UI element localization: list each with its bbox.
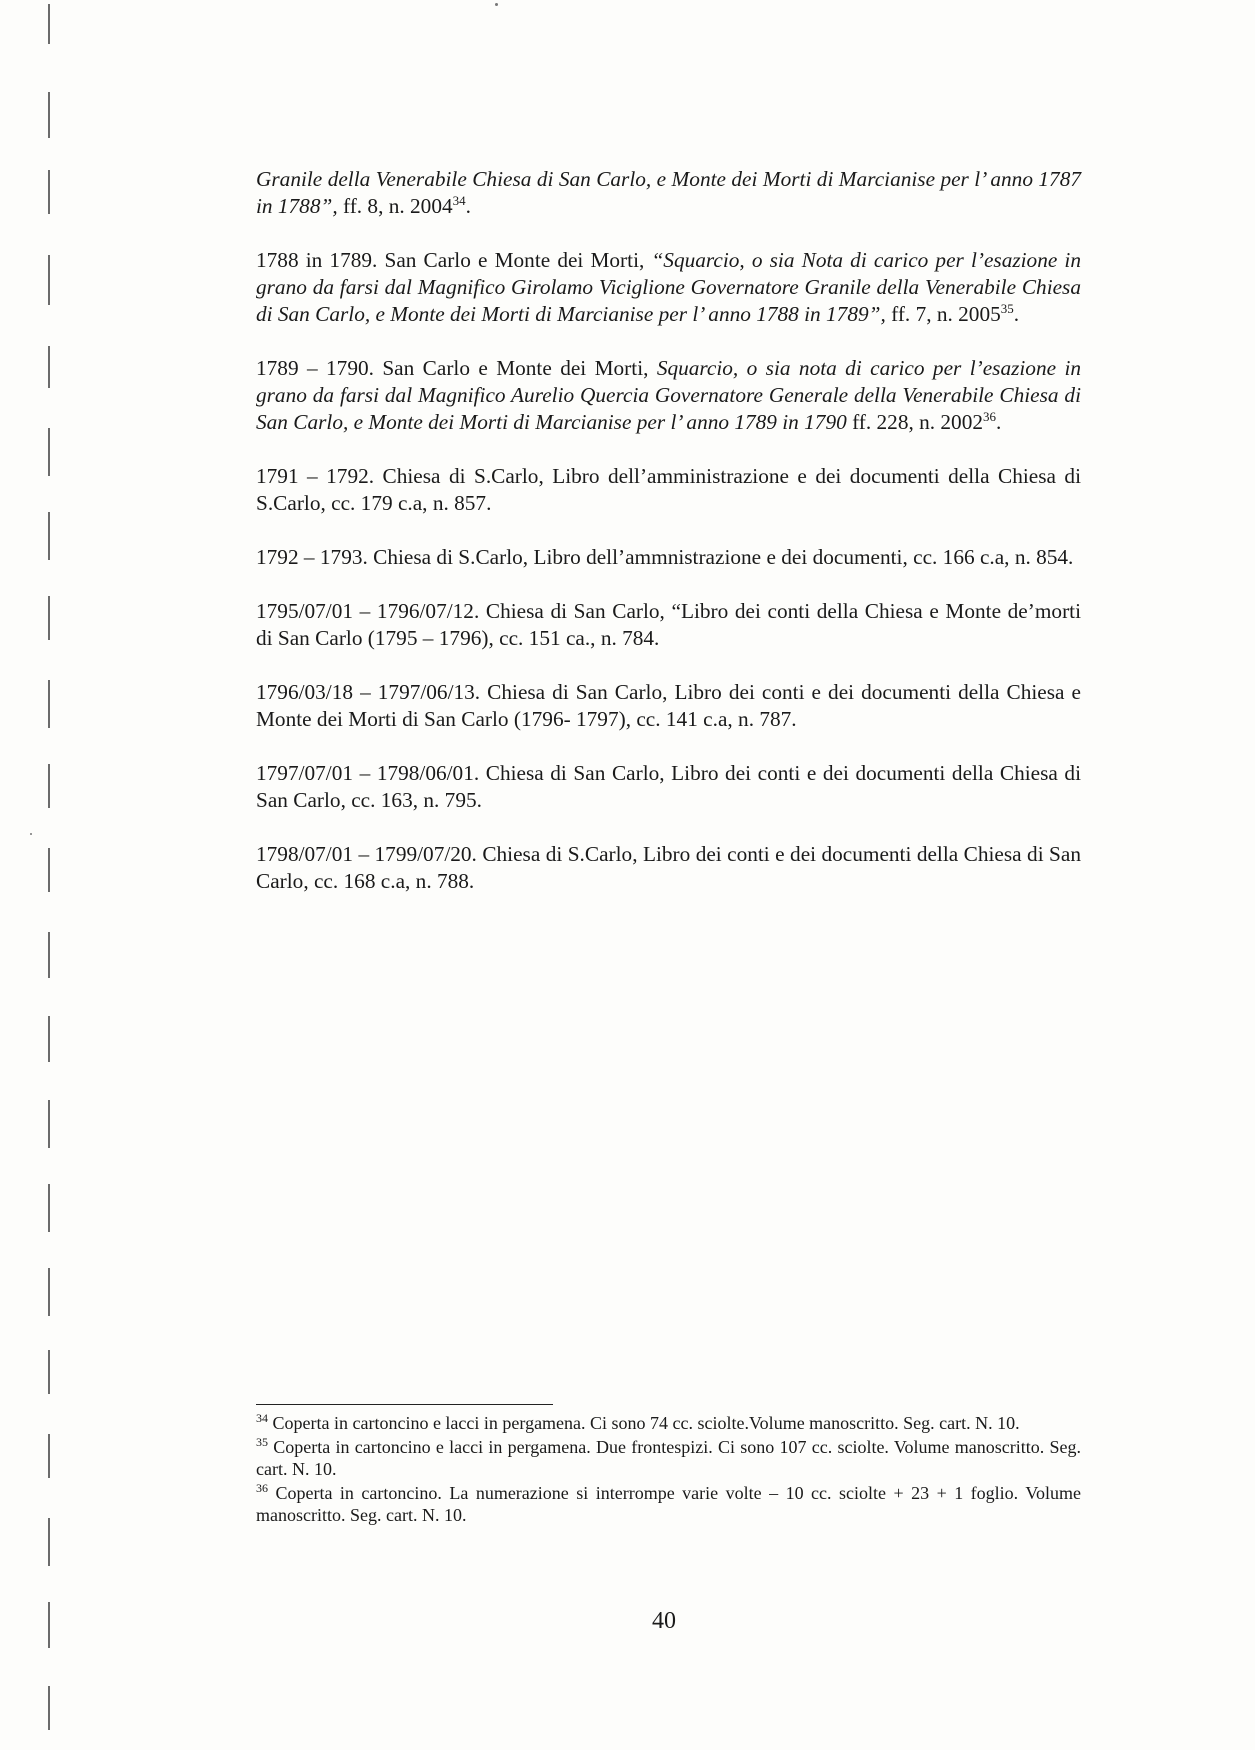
entry-text: ff. 8, n. 2004 (337, 194, 453, 218)
entry-text: 1791 – 1792. Chiesa di S.Carlo, Libro dell’amministrazione e dei documenti della Chiesa di S.Carlo, cc. 179 c.a, n. 857. (256, 464, 1081, 515)
footnote (256, 1412, 1081, 1434)
footnote (256, 1436, 1081, 1480)
entry-tail: . (996, 410, 1002, 434)
scan-speck (30, 833, 32, 835)
footnote-reference: 34 (452, 193, 466, 208)
page-number: 40 (652, 1608, 676, 1634)
footnote (256, 1482, 1081, 1526)
archive-entry (256, 679, 1081, 733)
scan-speck (495, 3, 498, 6)
entry-tail: . (465, 194, 471, 218)
entry-text: ff. 7, n. 2005 (885, 302, 1001, 326)
archive-entry (256, 598, 1081, 652)
entry-text: 1798/07/01 – 1799/07/20. Chiesa di S.Carlo, Libro dei conti e dei documenti della Chiesa di San Carlo, cc. 168 c.a, n. 788. (256, 842, 1081, 893)
archive-entry (256, 463, 1081, 517)
archive-entry (256, 544, 1081, 571)
entry-text: ff. 228, n. 2002 (846, 410, 984, 434)
footnote-number: 35 (256, 1435, 268, 1449)
archive-entry (256, 166, 1081, 220)
footnote-text: Coperta in cartoncino e lacci in pergamena. Due frontespizi. Ci sono 107 cc. sciolte. Volume manoscritto. Seg. cart. N. 10. (256, 1437, 1081, 1479)
entry-title-italic: Granile della Venerabile Chiesa di San Carlo, e Monte dei Morti di Marcianise per l’ anno 1787 in 1788”, (256, 167, 1081, 218)
footnote-reference: 36 (983, 409, 997, 424)
entry-title-italic: “Squarcio, o sia Nota di carico per l’esazione in grano da farsi dal Magnifico Girolamo Viciglione Governatore Granile della Venerabile Chiesa di San Carlo, e Monte dei Morti di Marcianise per l’ anno 1788 in 1789”, (256, 248, 1081, 326)
entry-text: 1789 – 1790. San Carlo e Monte dei Morti, (256, 356, 657, 380)
entry-tail: . (1013, 302, 1020, 326)
archive-entry (256, 247, 1081, 328)
archive-entry (256, 355, 1081, 436)
footnote-number: 36 (256, 1481, 268, 1495)
archive-entries (256, 166, 1081, 922)
archive-entry (256, 841, 1081, 895)
binding-hole-marks (42, 0, 56, 1750)
entry-text: 1795/07/01 – 1796/07/12. Chiesa di San Carlo, “Libro dei conti della Chiesa e Monte de’morti di San Carlo (1795 – 1796), cc. 151 ca., n. 784. (256, 599, 1081, 650)
footnote-text: Coperta in cartoncino. La numerazione si interrompe varie volte – 10 cc. sciolte + 23 + 1 foglio. Volume manoscritto. Seg. cart. N. 10. (256, 1483, 1081, 1525)
footnote-reference: 35 (1000, 301, 1014, 316)
entry-text: 1788 in 1789. San Carlo e Monte dei Morti, (256, 248, 652, 272)
entry-text: 1792 – 1793. Chiesa di S.Carlo, Libro dell’ammnistrazione e dei documenti, cc. 166 c.a, n. 854. (256, 545, 1074, 569)
footnote-number: 34 (256, 1411, 268, 1425)
footnote-separator (256, 1404, 553, 1405)
entry-text: 1797/07/01 – 1798/06/01. Chiesa di San Carlo, Libro dei conti e dei documenti della Chiesa di San Carlo, cc. 163, n. 795. (256, 761, 1081, 812)
footnotes (256, 1412, 1081, 1528)
footnote-text: Coperta in cartoncino e lacci in pergamena. Ci sono 74 cc. sciolte.Volume manoscritto. Seg. cart. N. 10. (268, 1413, 1020, 1433)
entry-title-italic: Squarcio, o sia nota di carico per l’esazione in grano da farsi dal Magnifico Aurelio Quercia Governatore Generale della Venerabile Chiesa di San Carlo, e Monte dei Morti di Marcianise per l’ anno 1789 in 1790 (256, 356, 1082, 434)
entry-text: 1796/03/18 – 1797/06/13. Chiesa di San Carlo, Libro dei conti e dei documenti della Chiesa e Monte dei Morti di San Carlo (1796- 1797), cc. 141 c.a, n. 787. (256, 680, 1081, 731)
archive-entry (256, 760, 1081, 814)
